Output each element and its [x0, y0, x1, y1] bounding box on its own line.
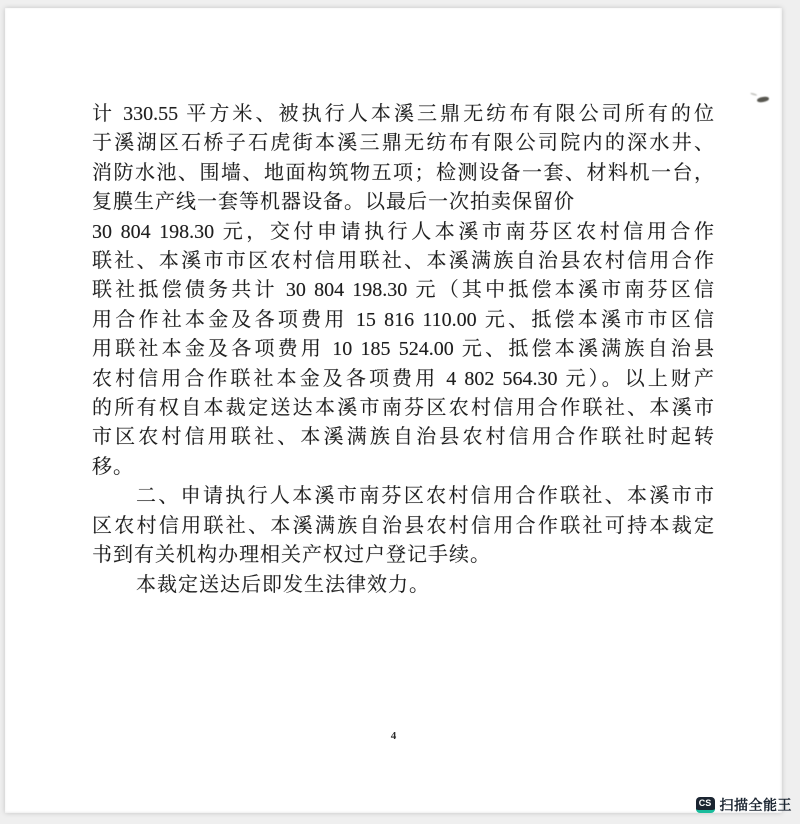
text-line: 用合作社本金及各项费用 15 816 110.00 元、抵偿本溪市市区信 — [92, 308, 714, 331]
text-line: 联社抵偿债务共计 30 804 198.30 元（其中抵偿本溪市南芬区信 — [92, 279, 714, 302]
document-lines — [92, 100, 714, 600]
text-line: 于溪湖区石桥子石虎街本溪三鼎无纺布有限公司院内的深水井、 — [92, 132, 714, 155]
text-line: 移。 — [92, 455, 134, 478]
text-line: 联社、本溪市市区农村信用联社、本溪满族自治县农村信用合作 — [92, 250, 714, 273]
text-line: 区农村信用联社、本溪满族自治县农村信用合作联社可持本裁定 — [92, 514, 714, 537]
text-line: 复膜生产线一套等机器设备。以最后一次拍卖保留价 — [92, 191, 575, 214]
text-line: 农村信用合作联社本金及各项费用 4 802 564.30 元）。以上财产 — [92, 367, 714, 390]
text-line: 书到有关机构办理相关产权过户登记手续。 — [92, 544, 491, 567]
text-line: 本裁定送达后即发生法律效力。 — [136, 573, 430, 596]
text-line: 二、申请执行人本溪市南芬区农村信用合作联社、本溪市市 — [136, 485, 714, 508]
ink-smudge-mark — [757, 96, 770, 103]
text-line: 消防水池、围墙、地面构筑物五项；检测设备一套、材料机一台， — [92, 161, 714, 184]
watermark-label: 扫描全能王 — [719, 796, 792, 813]
text-line: 市区农村信用联社、本溪满族自治县农村信用合作联社时起转 — [92, 426, 714, 449]
text-line: 30 804 198.30 元，交付申请执行人本溪市南芬区农村信用合作 — [92, 220, 714, 243]
text-line: 计 330.55 平方米、被执行人本溪三鼎无纺布有限公司所有的位 — [92, 103, 714, 125]
camscanner-cs-icon: CS — [696, 797, 715, 813]
camscanner-watermark — [696, 795, 793, 814]
scanned-page — [5, 8, 782, 813]
text-line: 的所有权自本裁定送达本溪市南芬区农村信用合作联社、本溪市 — [92, 397, 714, 420]
text-line: 用联社本金及各项费用 10 185 524.00 元、抵偿本溪满族自治县 — [92, 338, 714, 361]
page-number: 4 — [390, 730, 397, 742]
